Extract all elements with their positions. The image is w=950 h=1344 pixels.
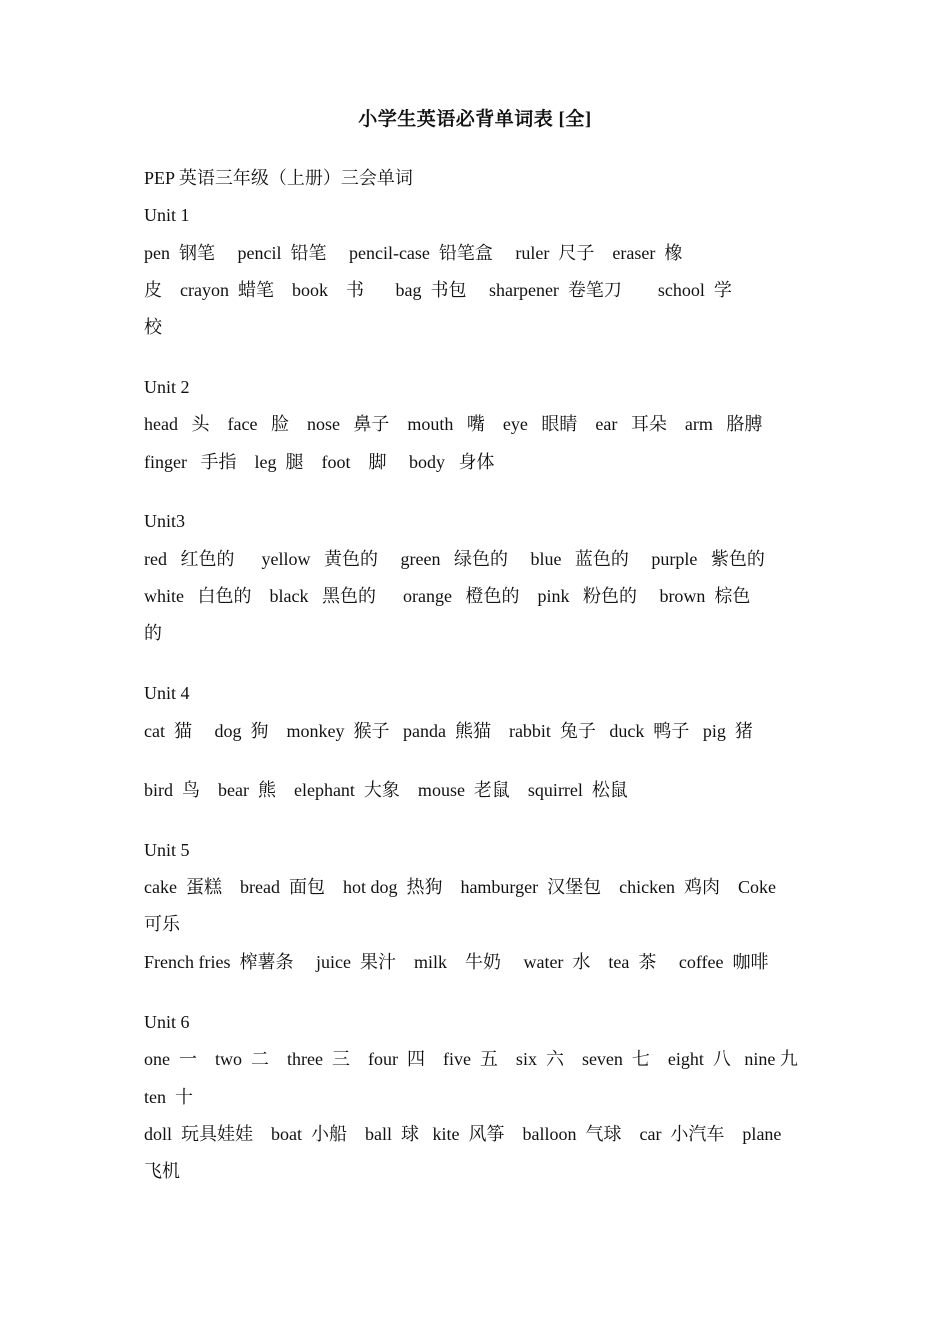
page-title: 小学生英语必背单词表 [全] [358,109,592,130]
unit-3-line-3: 的 [144,623,162,643]
unit-6-line-1: one 一 two 二 three 三 four 四 five 五 six 六 seven 七 eight 八 nine 九 [144,1049,798,1069]
unit-4-line-1: cat 猫 dog 狗 monkey 猴子 panda 熊猫 rabbit 兔子 duck 鸭子 pig 猪 [144,721,753,741]
unit-2-heading: Unit 2 [144,377,190,397]
unit-2-line-2: finger 手指 leg 腿 foot 脚 body 身体 [144,452,495,472]
unit-5-line-3: French fries 榨薯条 juice 果汁 milk 牛奶 water 水 tea 茶 coffee 咖啡 [144,952,769,972]
unit-1-line-2: 皮 crayon 蜡笔 book 书 bag 书包 sharpener 卷笔刀 school 学 [144,280,732,300]
unit-2-line-1: head 头 face 脸 nose 鼻子 mouth 嘴 eye 眼睛 ear 耳朵 arm 胳膊 [144,414,763,434]
unit-6-line-2: ten 十 [144,1087,193,1107]
unit-5-heading: Unit 5 [144,840,190,860]
unit-5-line-1: cake 蛋糕 bread 面包 hot dog 热狗 hamburger 汉堡包 chicken 鸡肉 Coke [144,877,777,897]
unit-5-line-2: 可乐 [144,914,180,934]
unit-3-line-2: white 白色的 black 黑色的 orange 橙色的 pink 粉色的 brown 棕色 [144,586,751,606]
unit-3-heading: Unit3 [144,511,186,531]
unit-6-heading: Unit 6 [144,1012,190,1032]
unit-3-line-1: red 红色的 yellow 黄色的 green 绿色的 blue 蓝色的 purple 紫色的 [144,549,765,569]
unit-1-line-3: 校 [144,317,162,337]
unit-1-line-1: pen 钢笔 pencil 铅笔 pencil-case 铅笔盒 ruler 尺子 eraser 橡 [144,243,683,263]
unit-4-heading: Unit 4 [144,683,190,703]
unit-6-line-3: doll 玩具娃娃 boat 小船 ball 球 kite 风筝 balloon 气球 car 小汽车 plane [144,1124,782,1144]
unit-1-heading: Unit 1 [144,205,190,225]
subtitle: PEP 英语三年级（上册）三会单词 [144,168,413,188]
unit-4-line-2: bird 鸟 bear 熊 elephant 大象 mouse 老鼠 squirrel 松鼠 [144,780,628,800]
unit-6-line-4: 飞机 [144,1161,180,1181]
